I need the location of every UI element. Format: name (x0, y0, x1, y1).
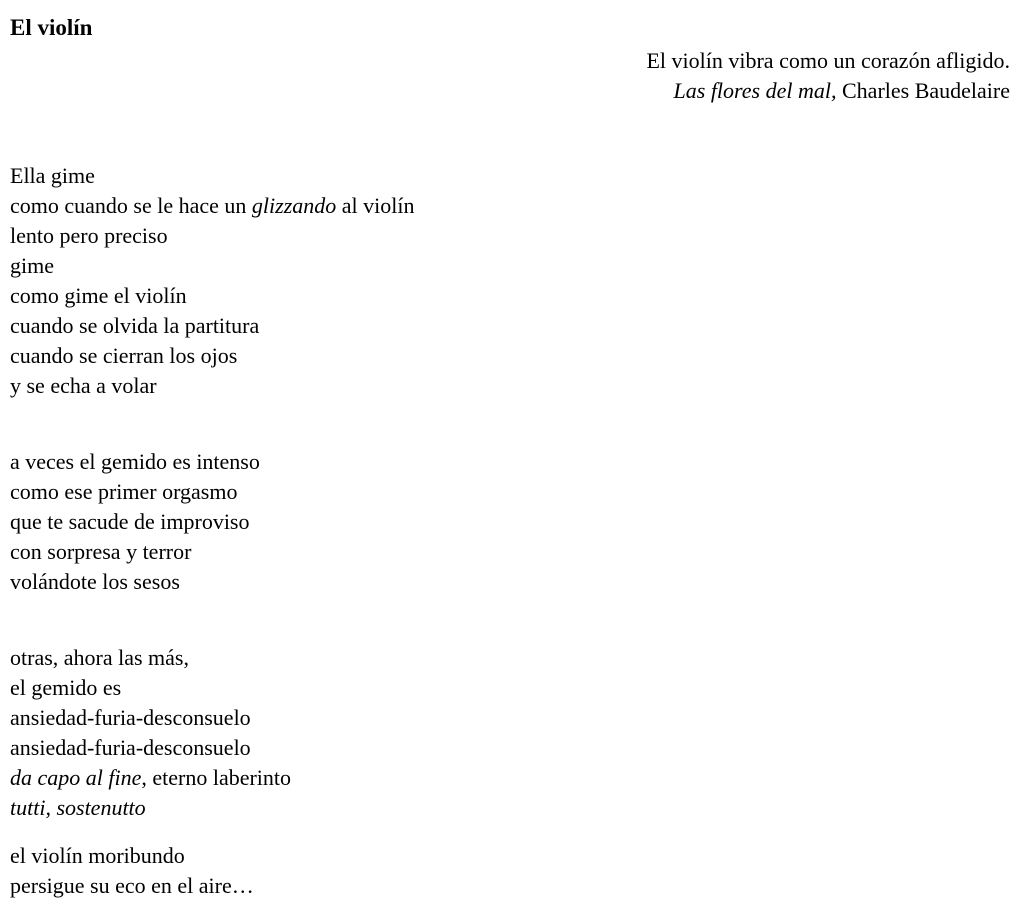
poem-run: como gime el violín (10, 283, 187, 308)
poem-line (10, 763, 1010, 793)
poem-line (10, 673, 1010, 703)
stanza (10, 841, 1010, 901)
poem-run: como ese primer orgasmo (10, 479, 238, 504)
stanza (10, 161, 1010, 401)
poem-run: con sorpresa y terror (10, 539, 192, 564)
epigraph-quote: El violín vibra como un corazón afligido. (646, 48, 1010, 73)
poem-line (10, 733, 1010, 763)
poem-run: el violín moribundo (10, 843, 185, 868)
epigraph-source (10, 76, 1010, 106)
poem-run: y se echa a volar (10, 373, 157, 398)
poem-line (10, 871, 1010, 901)
poem-line (10, 567, 1010, 597)
poem-line (10, 311, 1010, 341)
poem-run: que te sacude de improviso (10, 509, 250, 534)
poem-line (10, 371, 1010, 401)
poem-line (10, 537, 1010, 567)
poem-run: volándote los sesos (10, 569, 180, 594)
poem-line (10, 507, 1010, 537)
poem-run: persigue su eco en el aire… (10, 873, 254, 898)
poem-line (10, 477, 1010, 507)
poem-line (10, 841, 1010, 871)
poem-run-italic: glizzando (251, 193, 337, 218)
poem-line (10, 447, 1010, 477)
poem-run: cuando se cierran los ojos (10, 343, 238, 368)
poem-run: , eterno laberinto (141, 765, 292, 790)
poem-line (10, 703, 1010, 733)
poem-line (10, 643, 1010, 673)
poem-run: a veces el gemido es intenso (10, 449, 260, 474)
epigraph-source-author: Charles Baudelaire (836, 78, 1010, 103)
poem-line (10, 251, 1010, 281)
poem-line (10, 793, 1010, 823)
poem-run: Ella gime (10, 163, 95, 188)
poem-title: El violín (10, 15, 93, 40)
poem-run: ansiedad-furia-desconsuelo (10, 735, 251, 760)
poem-run: el gemido es (10, 675, 122, 700)
poem-run: como cuando se le hace un (10, 193, 252, 218)
poem-run: gime (10, 253, 54, 278)
epigraph-source-work: Las flores del mal, (673, 78, 837, 103)
poem-line (10, 161, 1010, 191)
poem-run: ansiedad-furia-desconsuelo (10, 705, 251, 730)
poem-run: al violín (336, 193, 415, 218)
poem-line (10, 191, 1010, 221)
stanza (10, 643, 1010, 823)
poem-line (10, 281, 1010, 311)
epigraph (10, 46, 1010, 106)
poem-run-italic: tutti, sostenutto (10, 795, 146, 820)
poem-run: otras, ahora las más, (10, 645, 189, 670)
poem-run: lento pero preciso (10, 223, 168, 248)
poem-body (10, 161, 1010, 901)
poem-line (10, 221, 1010, 251)
poem-run-italic: da capo al fine (10, 765, 142, 790)
stanza (10, 447, 1010, 597)
poem-run: cuando se olvida la partitura (10, 313, 260, 338)
poem-line (10, 341, 1010, 371)
